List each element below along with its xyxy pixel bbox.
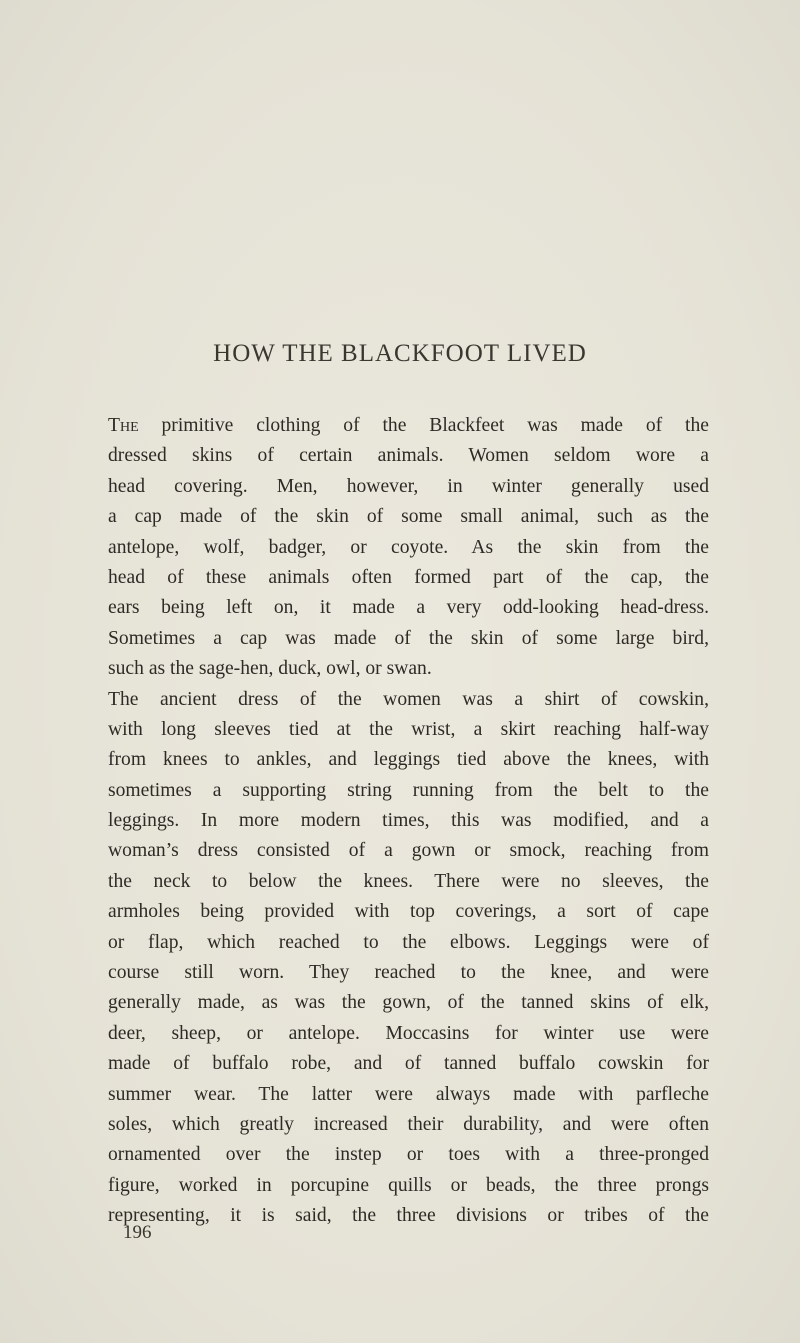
text-line-11: with long sleeves tied at the wrist, a skirt reaching half-way (108, 718, 709, 740)
page-number: 196 (123, 1222, 152, 1243)
text-line-19: course still worn. They reached to the knee, and were (108, 962, 709, 984)
text-line-10: The ancient dress of the women was a shirt of cowskin, (108, 688, 709, 710)
text-line-21: deer, sheep, or antelope. Moccasins for winter use were (108, 1022, 709, 1044)
text-line-3: head covering. Men, however, in winter generally used (108, 475, 709, 497)
text-line-12: from knees to ankles, and leggings tied above the knees, with (108, 749, 709, 771)
text-line-1 (108, 411, 709, 441)
text-line-5: antelope, wolf, badger, or coyote. As the skin from the (108, 536, 709, 558)
text-line-26: figure, worked in porcupine quills or beads, the three prongs (108, 1174, 709, 1196)
text-line-2: dressed skins of certain animals. Women seldom wore a (108, 445, 709, 467)
body-text (108, 411, 709, 1232)
text-line-20: generally made, as was the gown, of the tanned skins of elk, (108, 992, 709, 1014)
text-line-25: ornamented over the instep or toes with a three-pronged (108, 1144, 709, 1166)
text-line-22: made of buffalo robe, and of tanned buffalo cowskin for (108, 1053, 709, 1075)
text-line-15: woman’s dress consisted of a gown or smock, reaching from (108, 840, 709, 862)
text-line-17: armholes being provided with top coverings, a sort of cape (108, 901, 709, 923)
opening-word: The (108, 415, 139, 436)
text-line-24: soles, which greatly increased their durability, and were often (108, 1113, 709, 1135)
text-line-27: representing, it is said, the three divisions or tribes of the (108, 1205, 709, 1227)
text-line-18: or flap, which reached to the elbows. Leggings were of (108, 931, 709, 953)
text-line-13: sometimes a supporting string running from the belt to the (108, 779, 709, 801)
text-line-14: leggings. In more modern times, this was modified, and a (108, 810, 709, 832)
text-line-4: a cap made of the skin of some small animal, such as the (108, 506, 709, 528)
text-line-6: head of these animals often formed part of the cap, the (108, 566, 709, 588)
text-line-7: ears being left on, it made a very odd-looking head-dress. (108, 597, 709, 619)
text-line-16: the neck to below the knees. There were no sleeves, the (108, 870, 709, 892)
line-1-text: primitive clothing of the Blackfeet was made of the (138, 415, 709, 436)
text-line-8: Sometimes a cap was made of the skin of some large bird, (108, 627, 709, 649)
text-line-23: summer wear. The latter were always made with parfleche (108, 1083, 709, 1105)
text-line-9: such as the sage-hen, duck, owl, or swan. (108, 658, 432, 680)
running-head: HOW THE BLACKFOOT LIVED (213, 340, 587, 367)
